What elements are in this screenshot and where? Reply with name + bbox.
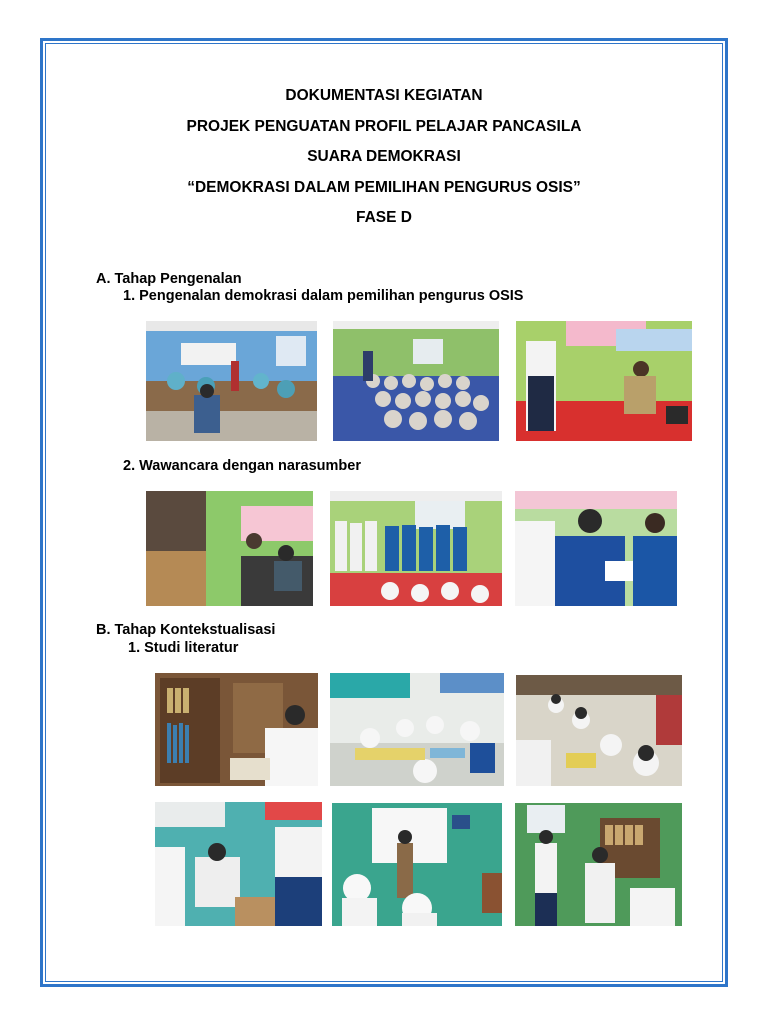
photo-group-reading: [330, 673, 504, 786]
photo-teacher-whiteboard: [332, 803, 502, 926]
photo-library-discussion: [155, 802, 322, 926]
title-line-5: FASE D: [356, 209, 412, 226]
section-b-heading: B. Tahap Kontekstualisasi: [96, 622, 276, 638]
section-a-item-2: 2. Wawancara dengan narasumber: [123, 458, 361, 474]
photo-speaker-session: [516, 321, 692, 441]
photo-student-reporters: [515, 491, 677, 606]
photo-students-lineup: [330, 491, 502, 606]
title-line-2: PROJEK PENGUATAN PROFIL PELAJAR PANCASILA: [186, 117, 582, 135]
section-a-heading: A. Tahap Pengenalan: [96, 271, 242, 287]
photo-interview-teacher: [146, 491, 313, 606]
section-b-item-1: 1. Studi literatur: [128, 640, 239, 656]
photo-library-browsing: [515, 803, 682, 926]
title-line-3: SUARA DEMOKRASI: [307, 148, 461, 165]
photo-classroom-introduction: [146, 321, 317, 441]
document-title: [45, 86, 723, 239]
title-line-4: “DEMOKRASI DALAM PEMILIHAN PENGURUS OSIS”: [187, 178, 581, 196]
photo-hall-assembly: [333, 321, 499, 441]
section-a-item-1: 1. Pengenalan demokrasi dalam pemilihan pengurus OSIS: [123, 288, 524, 304]
photo-students-writing: [516, 675, 682, 786]
photo-library-shelves: [155, 673, 318, 786]
title-line-1: DOKUMENTASI KEGIATAN: [285, 87, 483, 104]
